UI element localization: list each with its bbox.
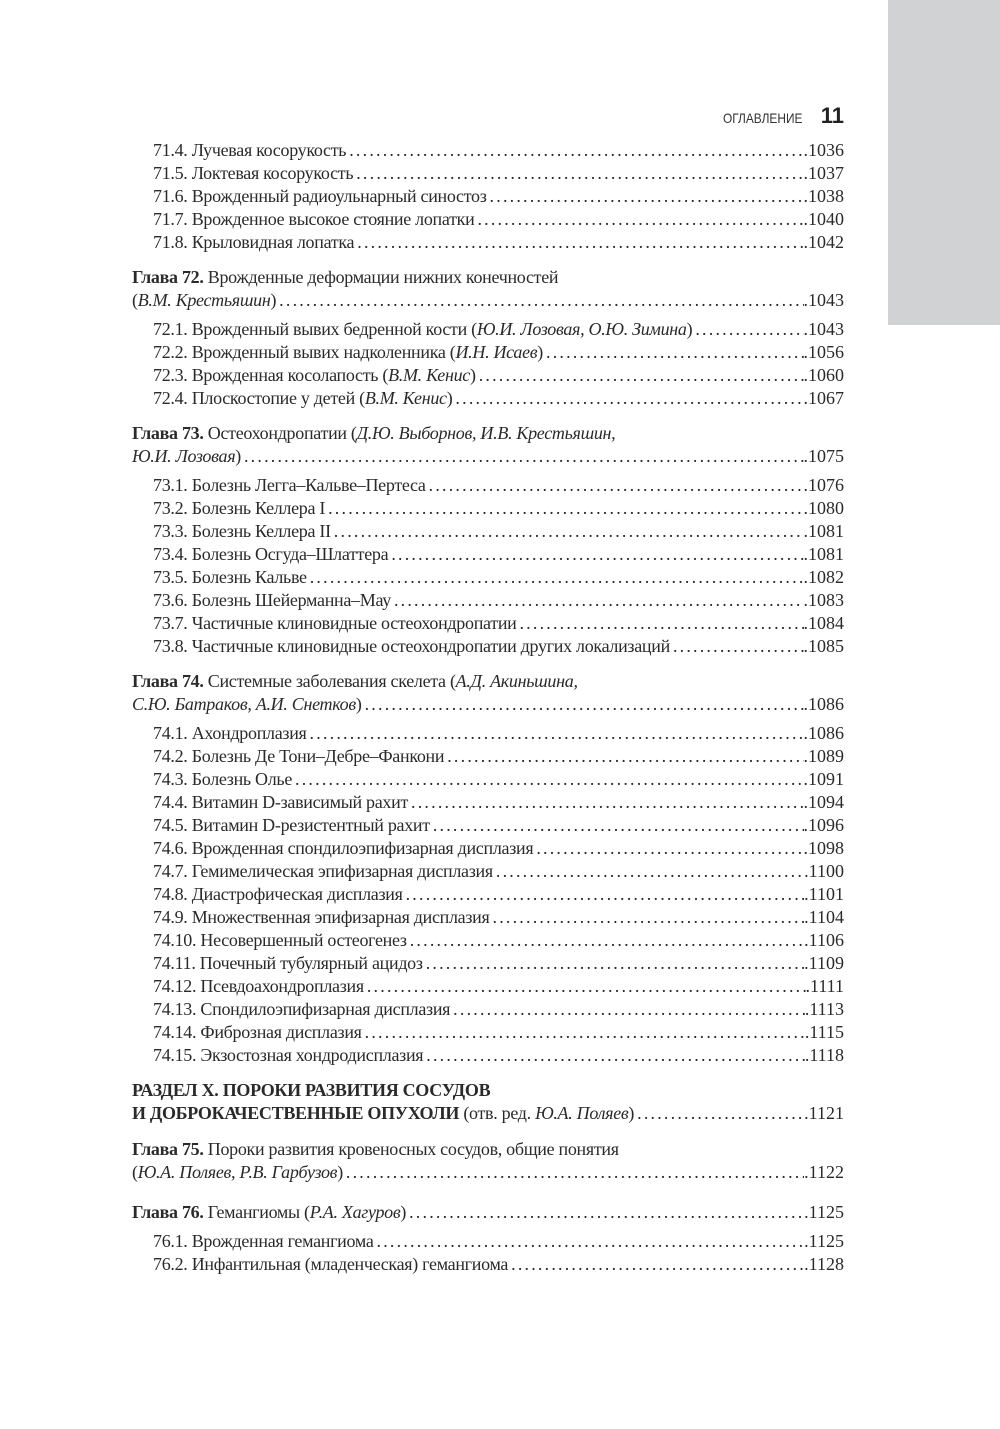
entry-title <box>153 791 408 814</box>
entry-page-number: .1056 <box>803 342 844 362</box>
entry-page-number: .1121 <box>804 1103 844 1123</box>
entry-page-number: .1122 <box>804 1162 844 1182</box>
entry-title <box>153 722 307 745</box>
entry-text: ) <box>537 342 543 362</box>
dot-leader <box>543 341 804 364</box>
entry-title <box>153 318 692 341</box>
toc-subsection-entry[interactable] <box>132 635 844 658</box>
toc-chapter-entry[interactable] <box>132 422 844 445</box>
entry-authors: Ю.И. Лозовая <box>132 446 236 466</box>
entry-text: 71.4. Лучевая косорукость <box>153 140 347 160</box>
entry-text: 74.8. Диастрофическая дисплазия <box>153 884 403 904</box>
entry-title <box>153 231 354 254</box>
entry-title <box>132 1138 619 1161</box>
dot-leader <box>331 520 804 543</box>
toc-subsection-entry[interactable] <box>132 543 844 566</box>
entry-text: 72.1. Врожденный вывих бедренной кости ( <box>153 319 477 339</box>
entry-text: 74.15. Экзостозная хондродисплазия <box>153 1045 424 1065</box>
dot-leader <box>388 543 803 566</box>
running-header <box>600 103 844 129</box>
entry-text: 73.8. Частичные клиновидные остеохондропатии других локализаций <box>153 636 670 656</box>
entry-text: Гемангиомы ( <box>203 1202 310 1222</box>
entry-page-number: .1037 <box>803 163 844 183</box>
dot-leader <box>670 635 804 658</box>
toc-subsection-entry[interactable] <box>132 860 844 883</box>
entry-page-number: .1111 <box>805 976 844 996</box>
dot-leader <box>276 289 803 312</box>
dot-leader <box>391 589 804 612</box>
toc-subsection-entry[interactable] <box>132 906 844 929</box>
toc-subsection-entry[interactable] <box>132 1230 844 1253</box>
toc-subsection-entry[interactable] <box>132 162 844 185</box>
entry-title <box>153 998 450 1021</box>
entry-title <box>153 185 487 208</box>
toc-subsection-entry[interactable] <box>132 1044 844 1067</box>
entry-text: ) <box>355 694 362 714</box>
dot-leader <box>426 474 804 497</box>
entry-page-number: .1125 <box>804 1231 844 1251</box>
dot-leader <box>692 318 803 341</box>
entry-title <box>153 975 364 998</box>
entry-text: (отв. ред. <box>459 1103 536 1123</box>
dot-leader <box>362 693 804 716</box>
entry-title <box>132 1161 343 1184</box>
entry-page-number: .1100 <box>804 861 844 881</box>
dot-leader <box>403 883 805 906</box>
entry-page-number: .1083 <box>803 590 844 610</box>
dot-leader <box>307 722 804 745</box>
entry-text: 74.5. Витамин D-резистентный рахит <box>153 815 430 835</box>
entry-text: ( <box>132 1162 138 1182</box>
entry-authors: С.Ю. Батраков, А.И. Снетков <box>132 694 356 714</box>
dot-leader <box>487 185 804 208</box>
dot-leader <box>444 745 803 768</box>
dot-leader <box>353 162 803 185</box>
toc-chapter-entry[interactable] <box>132 289 844 312</box>
dot-leader <box>476 364 804 387</box>
entry-title <box>153 474 426 497</box>
entry-page-number: .1042 <box>803 232 844 252</box>
toc-subsection-entry[interactable] <box>132 768 844 791</box>
dot-leader <box>364 975 806 998</box>
toc-subsection-entry[interactable] <box>132 139 844 162</box>
toc-chapter-entry[interactable] <box>132 1102 844 1125</box>
entry-text: 74.13. Спондилоэпифизарная дисплазия <box>153 999 451 1019</box>
dot-leader <box>407 929 804 952</box>
dot-leader <box>408 791 803 814</box>
entry-text: 74.2. Болезнь Де Тони–Дебре–Фанкони <box>153 746 445 766</box>
entry-page-number: .1081 <box>803 544 844 564</box>
entry-title <box>153 612 516 635</box>
entry-title <box>153 768 292 791</box>
entry-text: 74.10. Несовершенный остеогенез <box>153 930 407 950</box>
entry-title <box>153 543 388 566</box>
entry-page-number: .1043 <box>803 290 844 310</box>
entry-authors: Ю.А. Поляев, Р.В. Гарбузов <box>137 1162 338 1182</box>
toc-subsection-entry[interactable] <box>132 520 844 543</box>
entry-title <box>153 906 490 929</box>
entry-title <box>132 1102 634 1125</box>
entry-page-number: .1043 <box>803 319 844 339</box>
entry-page-number: .1036 <box>803 140 844 160</box>
entry-title <box>153 139 346 162</box>
entry-title <box>153 1021 362 1044</box>
entry-title <box>153 497 325 520</box>
dot-leader <box>490 906 805 929</box>
toc-subsection-entry[interactable] <box>132 474 844 497</box>
dot-leader <box>406 1201 804 1224</box>
entry-text: 74.6. Врожденная спондилоэпифизарная дисплазия <box>153 838 534 858</box>
entry-title <box>132 422 615 445</box>
entry-title <box>153 364 476 387</box>
entry-authors: В.М. Кенис <box>388 365 470 385</box>
toc-subsection-entry[interactable] <box>132 566 844 589</box>
running-header-title: ОГЛАВЛЕНИЕ <box>723 110 803 126</box>
entry-text: 74.4. Витамин D-зависимый рахит <box>153 792 409 812</box>
entry-title <box>132 289 276 312</box>
entry-text: 71.7. Врожденное высокое стояние лопатки <box>153 209 475 229</box>
page-number: 11 <box>820 103 844 128</box>
dot-leader <box>325 497 803 520</box>
toc-subsection-entry[interactable] <box>132 952 844 975</box>
entry-authors: Ю.А. Поляев <box>535 1103 629 1123</box>
entry-page-number: .1038 <box>803 186 844 206</box>
dot-leader <box>450 998 805 1021</box>
toc-subsection-entry[interactable] <box>132 231 844 254</box>
entry-title <box>153 387 452 410</box>
toc-chapter-entry[interactable] <box>132 266 844 289</box>
toc-subsection-entry[interactable] <box>132 975 844 998</box>
entry-title <box>153 162 353 185</box>
entry-page-number: .1113 <box>804 999 844 1019</box>
entry-authors: Р.А. Хагуров <box>309 1202 401 1222</box>
entry-title <box>132 266 558 289</box>
toc-subsection-entry[interactable] <box>132 612 844 635</box>
entry-text: Пороки развития кровеносных сосудов, общие понятия <box>203 1139 619 1159</box>
entry-title <box>132 1201 406 1224</box>
entry-text: ) <box>270 290 277 310</box>
entry-title <box>153 208 474 231</box>
dot-leader <box>508 1253 804 1276</box>
toc-chapter-entry[interactable] <box>132 693 844 716</box>
dot-leader <box>374 1230 805 1253</box>
toc-chapter-entry[interactable] <box>132 445 844 468</box>
entry-text: Врожденные деформации нижних конечностей <box>203 267 559 287</box>
entry-text: ) <box>686 319 693 339</box>
entry-page-number: .1075 <box>803 446 844 466</box>
entry-page-number: .1128 <box>804 1254 844 1274</box>
entry-page-number: .1115 <box>804 1022 844 1042</box>
entry-text: ) <box>446 388 453 408</box>
toc-subsection-entry[interactable] <box>132 497 844 520</box>
entry-title <box>153 635 670 658</box>
entry-title <box>153 837 533 860</box>
entry-label: Глава 72. <box>132 267 204 287</box>
dot-leader <box>430 814 804 837</box>
dot-leader <box>474 208 803 231</box>
toc-subsection-entry[interactable] <box>132 998 844 1021</box>
toc-subsection-entry[interactable] <box>132 722 844 745</box>
entry-page-number: .1125 <box>804 1202 844 1222</box>
entry-label: РАЗДЕЛ X. ПОРОКИ РАЗВИТИЯ СОСУДОВ <box>132 1080 491 1100</box>
toc-subsection-entry[interactable] <box>132 387 844 410</box>
entry-text: 73.4. Болезнь Осгуда–Шлаттера <box>153 544 389 564</box>
entry-text: Остеохондропатии ( <box>203 423 357 443</box>
entry-title <box>153 929 407 952</box>
toc-subsection-entry[interactable] <box>132 589 844 612</box>
entry-text: 73.7. Частичные клиновидные остеохондропатии <box>153 613 517 633</box>
dot-leader <box>307 566 804 589</box>
entry-page-number: .1086 <box>803 694 844 714</box>
entry-page-number: .1118 <box>804 1045 844 1065</box>
entry-text: 73.6. Болезнь Шейерманна–Мау <box>153 590 391 610</box>
entry-page-number: .1109 <box>804 953 844 973</box>
entry-label: Глава 74. <box>132 671 204 691</box>
entry-authors: И.Н. Исаев <box>455 342 538 362</box>
entry-authors: А.Д. Акиньшина, <box>455 671 578 691</box>
entry-page-number: .1060 <box>803 365 844 385</box>
entry-title <box>153 341 543 364</box>
entry-title <box>153 1230 374 1253</box>
dot-leader <box>452 387 803 410</box>
entry-title <box>153 589 391 612</box>
entry-title <box>153 814 430 837</box>
dot-leader <box>423 952 804 975</box>
dot-leader <box>346 139 803 162</box>
toc-subsection-entry[interactable] <box>132 208 844 231</box>
entry-text: 72.4. Плоскостопие у детей ( <box>153 388 365 408</box>
toc-subsection-entry[interactable] <box>132 341 844 364</box>
dot-leader <box>343 1161 804 1184</box>
entry-authors: Ю.И. Лозовая, О.Ю. Зимина <box>476 319 687 339</box>
dot-leader <box>493 860 804 883</box>
dot-leader <box>423 1044 805 1067</box>
entry-page-number: .1085 <box>803 636 844 656</box>
entry-page-number: .1082 <box>803 567 844 587</box>
entry-title <box>153 860 493 883</box>
toc-subsection-entry[interactable] <box>132 185 844 208</box>
entry-text: ) <box>337 1162 343 1182</box>
entry-text: 73.3. Болезнь Келлера II <box>153 521 331 541</box>
entry-page-number: .1091 <box>803 769 844 789</box>
toc-subsection-entry[interactable] <box>132 791 844 814</box>
entry-text: 74.1. Ахондроплазия <box>153 723 307 743</box>
section-thumb-tab <box>888 0 1000 325</box>
entry-text: 76.1. Врожденная гемангиома <box>153 1231 374 1251</box>
entry-page-number: .1101 <box>804 884 844 904</box>
entry-label: Глава 76. <box>132 1202 204 1222</box>
entry-page-number: .1040 <box>803 209 844 229</box>
toc-subsection-entry[interactable] <box>132 883 844 906</box>
entry-text: 74.9. Множественная эпифизарная дисплазия <box>153 907 490 927</box>
entry-page-number: .1086 <box>803 723 844 743</box>
entry-title <box>153 1044 423 1067</box>
dot-leader <box>634 1102 804 1125</box>
entry-title <box>132 445 241 468</box>
entry-text: 74.12. Псевдоахондроплазия <box>153 976 364 996</box>
toc-chapter-entry[interactable] <box>132 1201 844 1224</box>
toc-subsection-entry[interactable] <box>132 745 844 768</box>
entry-text: 73.5. Болезнь Кальве <box>153 567 307 587</box>
toc-subsection-entry[interactable] <box>132 814 844 837</box>
entry-page-number: .1094 <box>803 792 844 812</box>
entry-authors: В.М. Кенис <box>364 388 447 408</box>
entry-text: ) <box>628 1103 635 1123</box>
entry-title <box>153 520 331 543</box>
entry-title <box>153 566 307 589</box>
entry-page-number: .1081 <box>803 521 844 541</box>
table-of-contents <box>132 139 844 1276</box>
entry-title <box>153 1253 508 1276</box>
entry-label: Глава 75. <box>132 1139 204 1159</box>
toc-subsection-entry[interactable] <box>132 837 844 860</box>
entry-title <box>153 952 423 975</box>
entry-page-number: .1096 <box>803 815 844 835</box>
toc-chapter-entry[interactable] <box>132 1079 844 1102</box>
entry-title <box>153 745 444 768</box>
entry-page-number: .1080 <box>803 498 844 518</box>
entry-text: ) <box>470 365 476 385</box>
entry-text: 73.2. Болезнь Келлера I <box>153 498 326 518</box>
entry-title <box>132 1079 490 1102</box>
entry-page-number: .1089 <box>803 746 844 766</box>
entry-text: ) <box>400 1202 407 1222</box>
toc-chapter-entry[interactable] <box>132 1161 844 1184</box>
dot-leader <box>362 1021 805 1044</box>
dot-leader <box>292 768 803 791</box>
dot-leader <box>533 837 803 860</box>
entry-page-number: .1067 <box>803 388 844 408</box>
dot-leader <box>354 231 803 254</box>
entry-title <box>153 883 403 906</box>
toc-chapter-entry[interactable] <box>132 670 844 693</box>
entry-title <box>132 670 578 693</box>
entry-title <box>132 693 362 716</box>
entry-text: 74.14. Фиброзная дисплазия <box>153 1022 362 1042</box>
entry-text: 72.3. Врожденная косолапость ( <box>153 365 389 385</box>
entry-text: 76.2. Инфантильная (младенческая) гемангиома <box>153 1254 509 1274</box>
entry-text: Системные заболевания скелета ( <box>203 671 456 691</box>
entry-page-number: .1106 <box>804 930 844 950</box>
dot-leader <box>241 445 804 468</box>
entry-page-number: .1084 <box>803 613 844 633</box>
entry-page-number: .1076 <box>803 475 844 495</box>
entry-text: 71.8. Крыловидная лопатка <box>153 232 355 252</box>
dot-leader <box>516 612 803 635</box>
toc-subsection-entry[interactable] <box>132 318 844 341</box>
entry-text: 73.1. Болезнь Легга–Кальве–Пертеса <box>153 475 426 495</box>
entry-authors: Д.Ю. Выборнов, И.В. Крестьяшин, <box>356 423 616 443</box>
toc-subsection-entry[interactable] <box>132 1253 844 1276</box>
entry-label: И ДОБРОКАЧЕСТВЕННЫЕ ОПУХОЛИ <box>132 1103 460 1123</box>
entry-text: ( <box>132 290 138 310</box>
entry-page-number: .1098 <box>803 838 844 858</box>
entry-text: 71.6. Врожденный радиоульнарный синостоз <box>153 186 487 206</box>
entry-authors: В.М. Крестьяшин <box>137 290 271 310</box>
toc-subsection-entry[interactable] <box>132 364 844 387</box>
entry-text: 72.2. Врожденный вывих надколенника ( <box>153 342 456 362</box>
entry-page-number: .1104 <box>804 907 844 927</box>
toc-subsection-entry[interactable] <box>132 1021 844 1044</box>
entry-text: 71.5. Локтевая косорукость <box>153 163 354 183</box>
toc-chapter-entry[interactable] <box>132 1138 844 1161</box>
entry-label: Глава 73. <box>132 423 204 443</box>
entry-text: ) <box>235 446 241 466</box>
toc-subsection-entry[interactable] <box>132 929 844 952</box>
entry-text: 74.3. Болезнь Олье <box>153 769 293 789</box>
entry-text: 74.7. Гемимелическая эпифизарная дисплазия <box>153 861 493 881</box>
entry-text: 74.11. Почечный тубулярный ацидоз <box>153 953 423 973</box>
